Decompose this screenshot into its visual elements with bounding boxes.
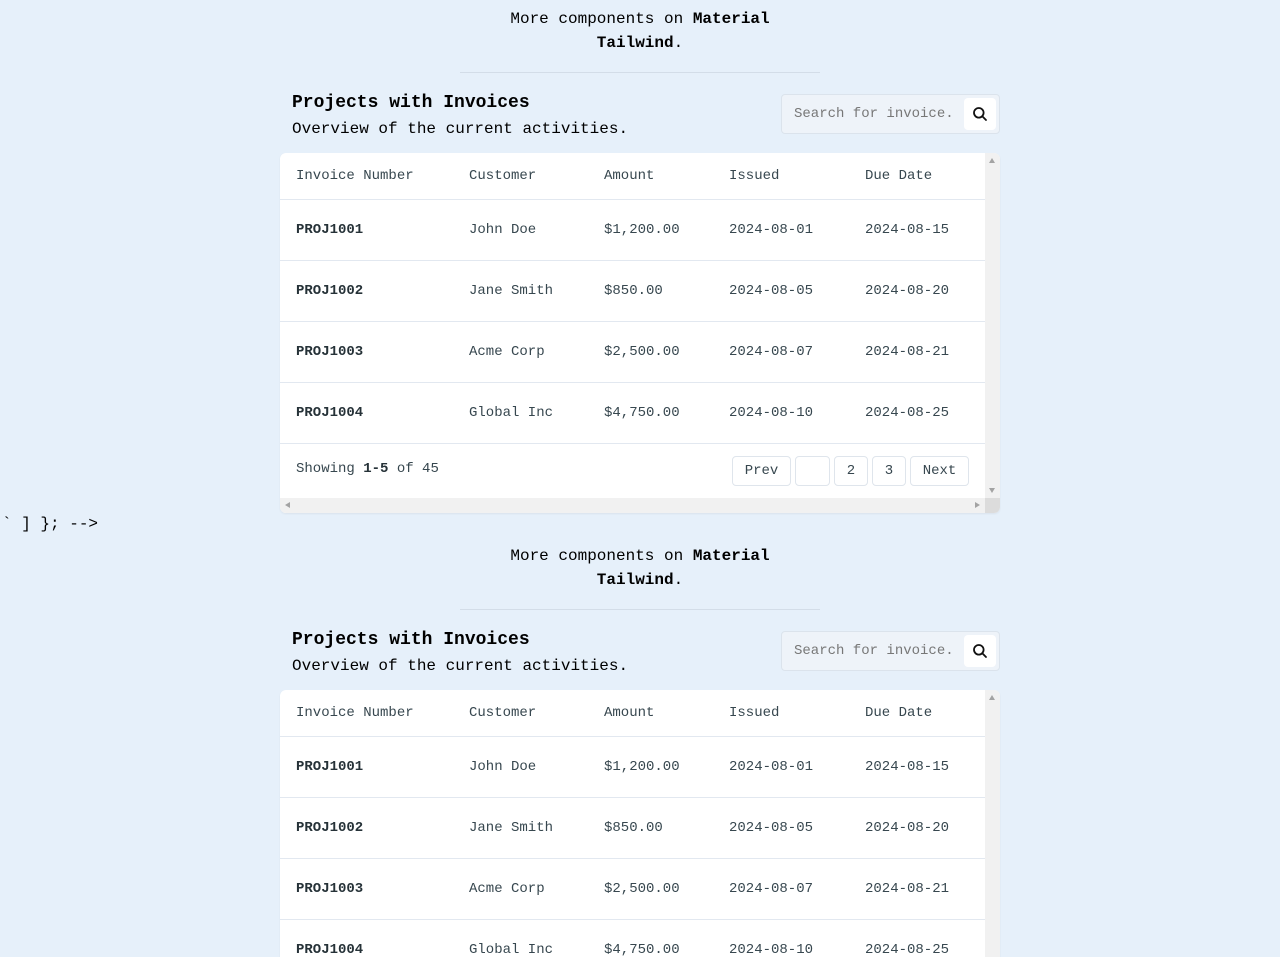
due-date-cell: 2024-08-25 <box>849 919 985 957</box>
table-footer <box>280 444 985 498</box>
due-date-cell: 2024-08-25 <box>849 382 985 443</box>
scroll-left-icon[interactable] <box>285 502 290 508</box>
column-header[interactable]: Amount <box>588 153 713 199</box>
scrollbar-corner <box>985 498 1000 513</box>
invoice-table <box>280 690 985 957</box>
invoice-number-cell: PROJ1002 <box>280 797 453 858</box>
vertical-scrollbar[interactable] <box>985 690 1000 957</box>
scroll-right-icon[interactable] <box>975 502 980 508</box>
showing-total: of 45 <box>388 460 439 477</box>
table-row[interactable] <box>280 382 985 443</box>
showing-prefix: Showing <box>296 460 364 477</box>
invoice-table-card <box>280 690 1000 957</box>
stray-code-text: ` ] }; --> <box>2 515 99 533</box>
amount-cell: $850.00 <box>588 260 713 321</box>
search-button[interactable] <box>964 635 996 667</box>
amount-cell: $4,750.00 <box>588 382 713 443</box>
issued-cell: 2024-08-10 <box>713 382 849 443</box>
divider <box>460 72 820 73</box>
section-title: Projects with Invoices <box>292 93 530 113</box>
vertical-scrollbar[interactable] <box>985 153 1000 498</box>
column-header[interactable]: Issued <box>713 153 849 199</box>
invoice-number-cell: PROJ1003 <box>280 858 453 919</box>
page-button-current[interactable] <box>795 456 830 486</box>
due-date-cell: 2024-08-20 <box>849 797 985 858</box>
search-input[interactable] <box>782 95 964 133</box>
scroll-up-icon[interactable] <box>989 695 995 700</box>
customer-cell: Jane Smith <box>453 260 588 321</box>
table-row[interactable] <box>280 260 985 321</box>
amount-cell: $4,750.00 <box>588 919 713 957</box>
issued-cell: 2024-08-07 <box>713 858 849 919</box>
invoice-section <box>280 91 1000 479</box>
amount-cell: $2,500.00 <box>588 858 713 919</box>
section-header <box>280 91 1000 155</box>
issued-cell: 2024-08-05 <box>713 797 849 858</box>
amount-cell: $850.00 <box>588 797 713 858</box>
column-header[interactable]: Customer <box>453 153 588 199</box>
column-header[interactable]: Issued <box>713 690 849 736</box>
section-subtitle: Overview of the current activities. <box>292 657 629 675</box>
promo-link-line1[interactable]: Material <box>692 547 770 565</box>
promo-text <box>500 7 780 55</box>
table-row[interactable] <box>280 199 985 260</box>
section-header <box>280 628 1000 692</box>
customer-cell: Acme Corp <box>453 321 588 382</box>
table-header-row <box>280 690 985 736</box>
promo-suffix: . <box>673 34 684 52</box>
prev-button[interactable]: Prev <box>732 456 791 486</box>
table-scroll-area <box>280 690 985 957</box>
amount-cell: $2,500.00 <box>588 321 713 382</box>
amount-cell: $1,200.00 <box>588 736 713 797</box>
invoice-number-cell: PROJ1001 <box>280 736 453 797</box>
search-button[interactable] <box>964 98 996 130</box>
promo-link-line2[interactable]: Tailwind <box>596 34 674 52</box>
column-header[interactable]: Invoice Number <box>280 153 453 199</box>
divider <box>460 609 820 610</box>
showing-text <box>296 461 439 477</box>
customer-cell: Global Inc <box>453 382 588 443</box>
due-date-cell: 2024-08-15 <box>849 199 985 260</box>
pagination <box>732 456 969 486</box>
due-date-cell: 2024-08-15 <box>849 736 985 797</box>
promo-link-line1[interactable]: Material <box>692 10 770 28</box>
due-date-cell: 2024-08-20 <box>849 260 985 321</box>
customer-cell: Global Inc <box>453 919 588 957</box>
invoice-table-card <box>280 153 1000 513</box>
showing-range: 1-5 <box>363 460 389 477</box>
invoice-number-cell: PROJ1003 <box>280 321 453 382</box>
column-header[interactable]: Invoice Number <box>280 690 453 736</box>
promo-prefix: More components on <box>510 547 693 565</box>
promo-prefix: More components on <box>510 10 693 28</box>
table-row[interactable] <box>280 797 985 858</box>
promo-suffix: . <box>673 571 684 589</box>
page-button-3[interactable]: 3 <box>872 456 906 486</box>
scroll-up-icon[interactable] <box>989 158 995 163</box>
customer-cell: John Doe <box>453 736 588 797</box>
promo-link-line2[interactable]: Tailwind <box>596 571 674 589</box>
issued-cell: 2024-08-01 <box>713 736 849 797</box>
search-icon <box>972 643 988 659</box>
scroll-down-icon[interactable] <box>989 488 995 493</box>
customer-cell: Acme Corp <box>453 858 588 919</box>
horizontal-scrollbar[interactable] <box>280 498 985 513</box>
section-subtitle: Overview of the current activities. <box>292 120 629 138</box>
page-button-2[interactable]: 2 <box>834 456 868 486</box>
invoice-number-cell: PROJ1002 <box>280 260 453 321</box>
search-box <box>781 94 1000 134</box>
table-header-row <box>280 153 985 199</box>
invoice-table <box>280 153 985 444</box>
table-row[interactable] <box>280 736 985 797</box>
column-header[interactable]: Customer <box>453 690 588 736</box>
next-button[interactable]: Next <box>910 456 969 486</box>
table-row[interactable] <box>280 919 985 957</box>
column-header[interactable]: Due Date <box>849 690 985 736</box>
customer-cell: John Doe <box>453 199 588 260</box>
invoice-section <box>280 628 1000 957</box>
promo-text <box>500 544 780 592</box>
table-scroll-area <box>280 153 985 498</box>
invoice-number-cell: PROJ1004 <box>280 919 453 957</box>
issued-cell: 2024-08-05 <box>713 260 849 321</box>
issued-cell: 2024-08-01 <box>713 199 849 260</box>
invoice-number-cell: PROJ1001 <box>280 199 453 260</box>
column-header[interactable]: Amount <box>588 690 713 736</box>
invoice-number-cell: PROJ1004 <box>280 382 453 443</box>
column-header[interactable]: Due Date <box>849 153 985 199</box>
issued-cell: 2024-08-10 <box>713 919 849 957</box>
issued-cell: 2024-08-07 <box>713 321 849 382</box>
customer-cell: Jane Smith <box>453 797 588 858</box>
due-date-cell: 2024-08-21 <box>849 321 985 382</box>
amount-cell: $1,200.00 <box>588 199 713 260</box>
table-row[interactable] <box>280 321 985 382</box>
search-input[interactable] <box>782 632 964 670</box>
due-date-cell: 2024-08-21 <box>849 858 985 919</box>
search-box <box>781 631 1000 671</box>
search-icon <box>972 106 988 122</box>
table-row[interactable] <box>280 858 985 919</box>
section-title: Projects with Invoices <box>292 630 530 650</box>
